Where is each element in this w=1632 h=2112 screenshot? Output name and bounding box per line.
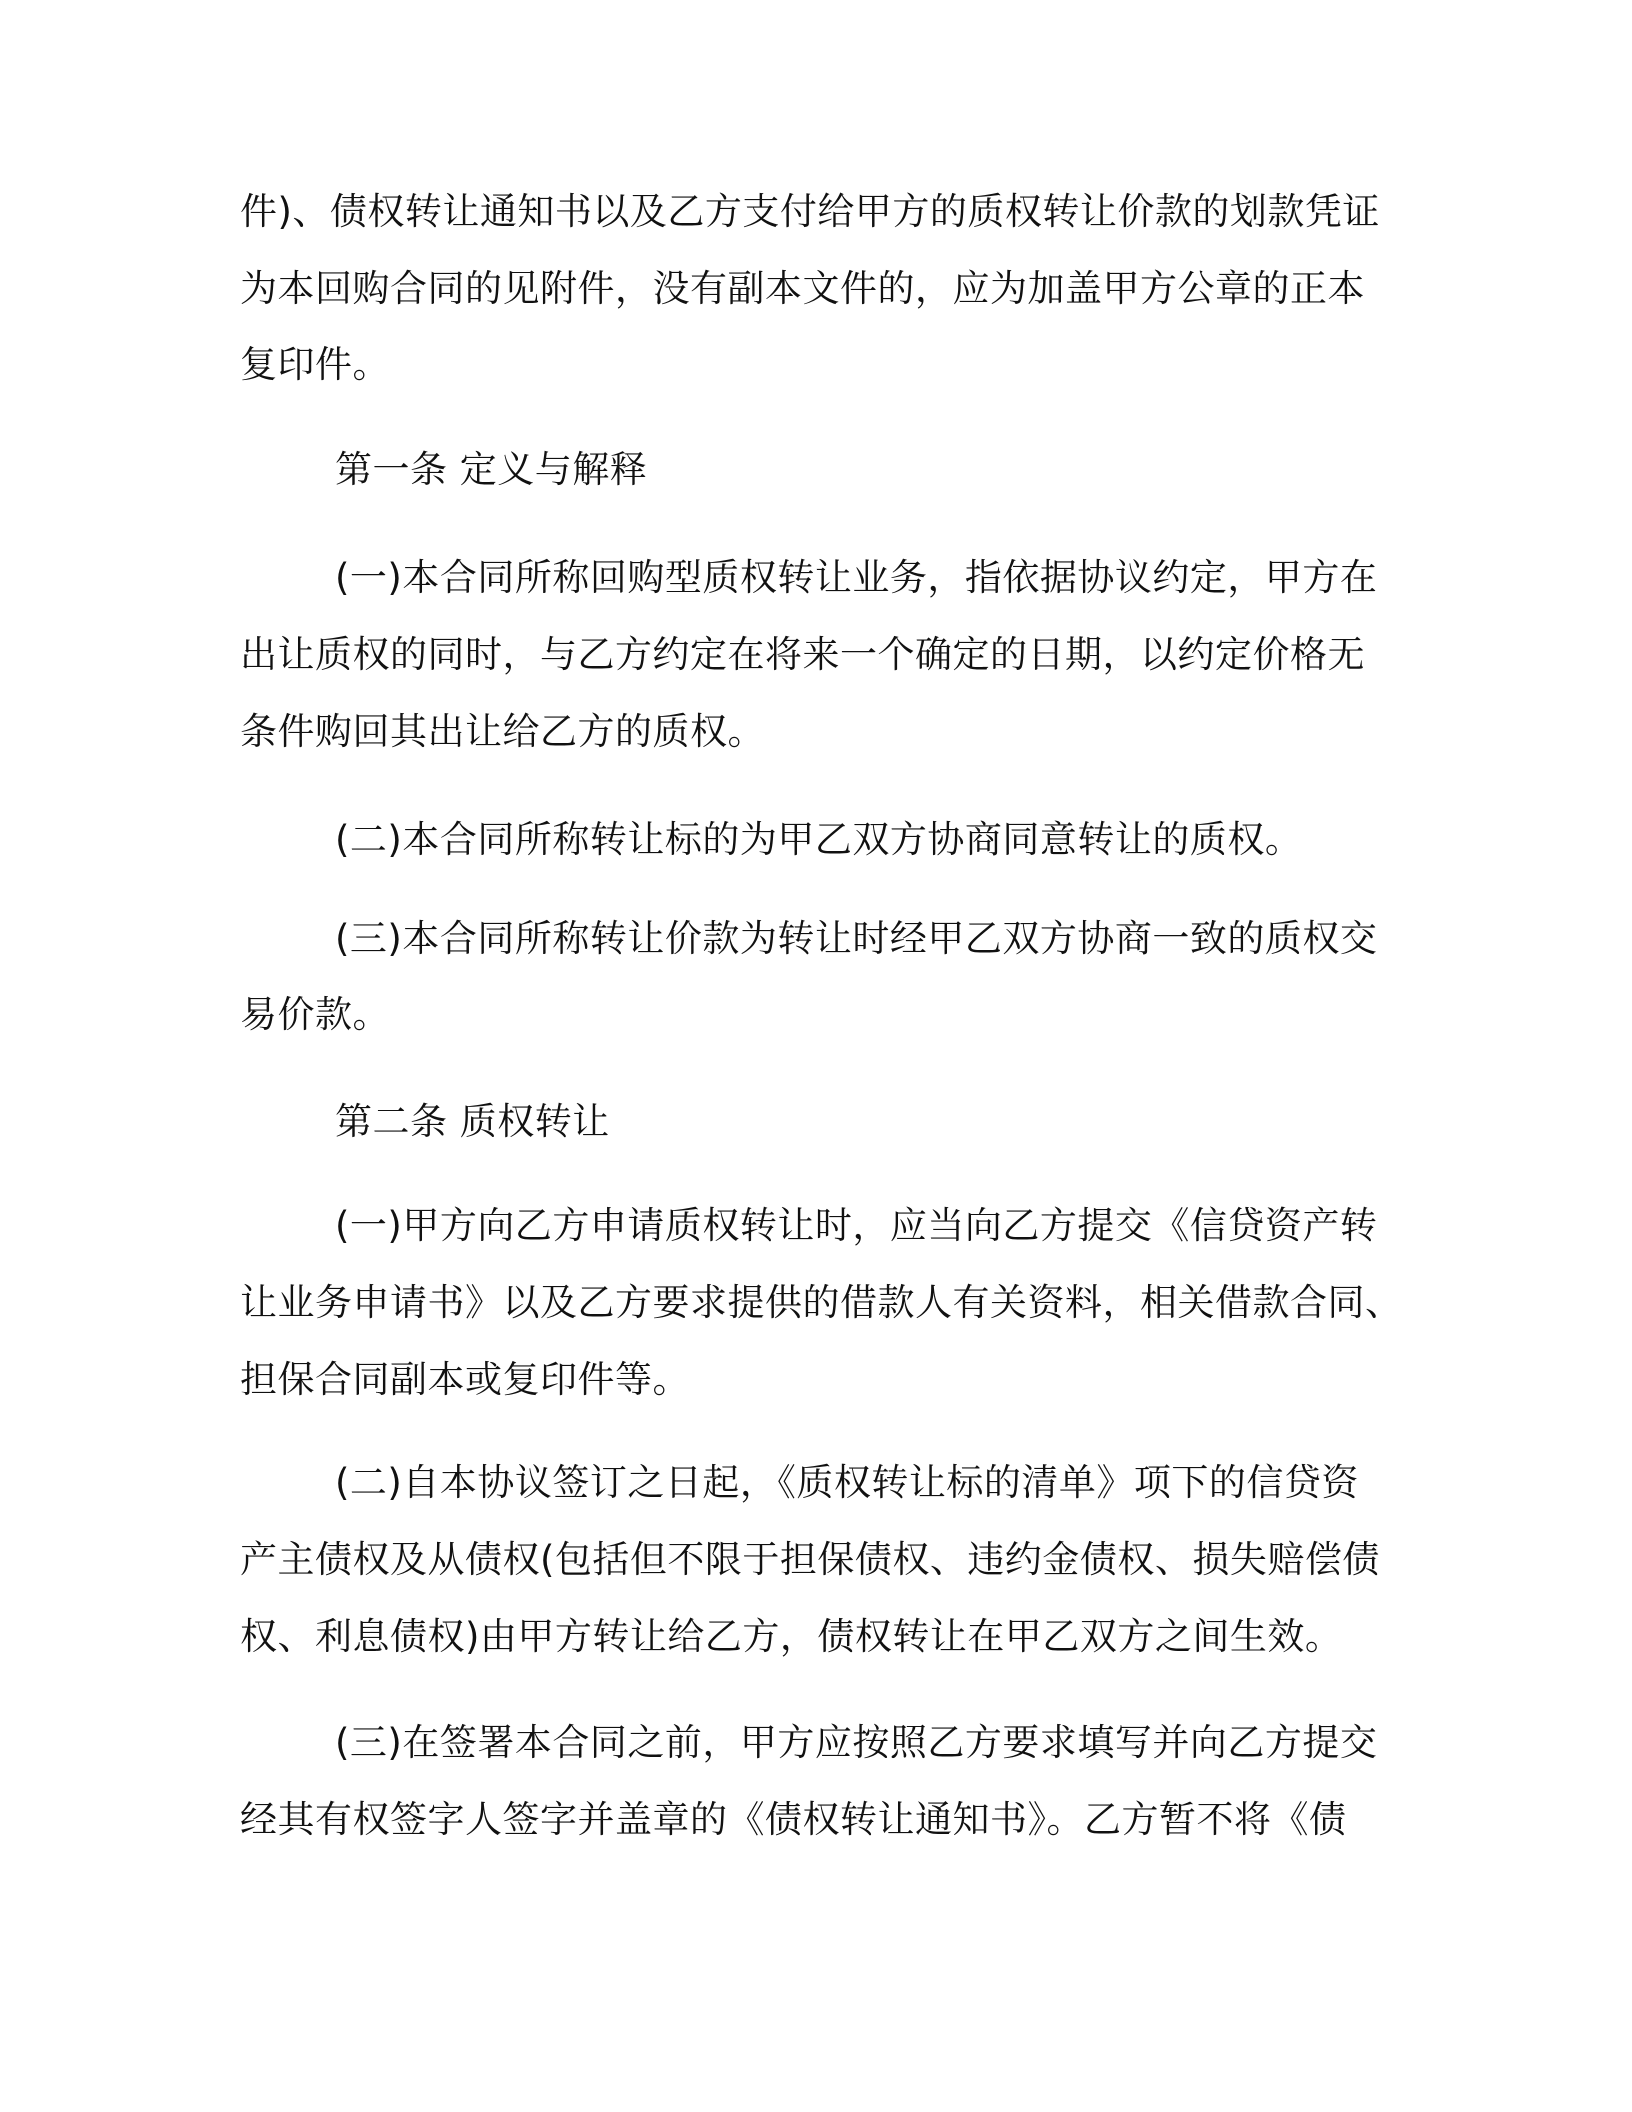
text-line: 为本回购合同的见附件，没有副本文件的，应为加盖甲方公章的正本 — [240, 267, 1365, 310]
text-line: (二)本合同所称转让标的为甲乙双方协商同意转让的质权。 — [335, 818, 1303, 861]
text-line: 出让质权的同时，与乙方约定在将来一个确定的日期，以约定价格无 — [240, 633, 1365, 676]
text-line: (二)自本协议签订之日起，《质权转让标的清单》项下的信贷资 — [335, 1461, 1359, 1504]
text-line: 经其有权签字人签字并盖章的《债权转让通知书》。乙方暂不将《债 — [240, 1798, 1347, 1841]
text-line: (一)甲方向乙方申请质权转让时，应当向乙方提交《信贷资产转 — [335, 1204, 1378, 1247]
text-line: 产主债权及从债权(包括但不限于担保债权、违约金债权、损失赔偿债 — [240, 1538, 1380, 1581]
text-line: 件)、债权转让通知书以及乙方支付给甲方的质权转让价款的划款凭证 — [240, 190, 1380, 233]
text-line: 让业务申请书》以及乙方要求提供的借款人有关资料，相关借款合同、 — [240, 1281, 1403, 1324]
text-line: (三)在签署本合同之前，甲方应按照乙方要求填写并向乙方提交 — [335, 1721, 1378, 1764]
text-line: (一)本合同所称回购型质权转让业务，指依据协议约定，甲方在 — [335, 556, 1378, 599]
text-line: 条件购回其出让给乙方的质权。 — [240, 710, 765, 753]
text-line: 担保合同副本或复印件等。 — [240, 1358, 690, 1401]
text-line: 复印件。 — [240, 343, 390, 386]
section-heading: 第二条 质权转让 — [335, 1100, 610, 1143]
section-heading: 第一条 定义与解释 — [335, 448, 648, 491]
text-line: 权、利息债权)由甲方转让给乙方，债权转让在甲乙双方之间生效。 — [240, 1615, 1343, 1658]
text-line: (三)本合同所称转让价款为转让时经甲乙双方协商一致的质权交 — [335, 917, 1378, 960]
text-line: 易价款。 — [240, 993, 390, 1036]
